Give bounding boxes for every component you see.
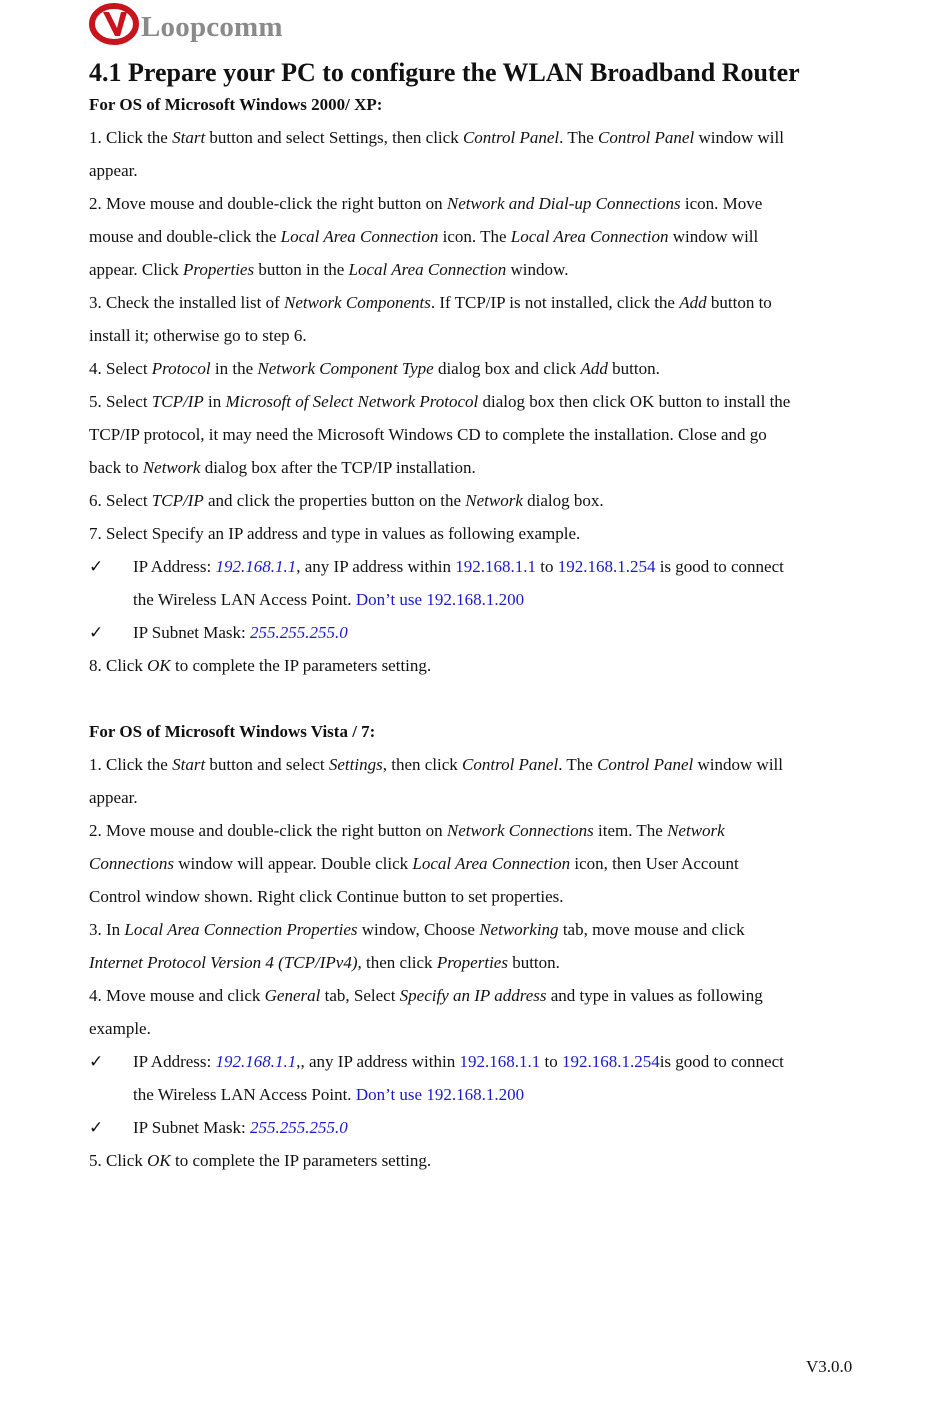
xp-step7: 7. Select Specify an IP address and type in values as following example. — [89, 524, 581, 543]
vista-step3-line1: 3. In Local Area Connection Properties window, Choose Networking tab, move mouse and click — [89, 920, 745, 939]
vista-step2-line3: Control window shown. Right click Continue button to set properties. — [89, 887, 564, 906]
xp-ip-address-line: ✓ IP Address: 192.168.1.1, any IP address within 192.168.1.1 to 192.168.1.254 is good to connect — [89, 550, 869, 583]
checkmark-icon: ✓ — [89, 557, 104, 576]
vista-ip-address-line: ✓ IP Address: 192.168.1.1,, any IP address within 192.168.1.1 to 192.168.1.254is good to connect — [89, 1045, 869, 1078]
vista-step2-line1: 2. Move mouse and double-click the right button on Network Connections item. The Network — [89, 821, 725, 840]
xp-subnet-mask-line: ✓ IP Subnet Mask: 255.255.255.0 — [89, 616, 869, 649]
version-label: V3.0.0 — [806, 1357, 853, 1376]
xp-step2-line3: appear. Click Properties button in the Local Area Connection window. — [89, 260, 569, 279]
vista-step4-line1: 4. Move mouse and click General tab, Select Specify an IP address and type in values as following — [89, 986, 763, 1005]
loopcomm-logo-icon — [89, 3, 139, 45]
vista-step4-line2: example. — [89, 1019, 151, 1038]
checkmark-icon: ✓ — [89, 1118, 104, 1137]
brand-name: Loopcomm — [141, 10, 283, 43]
vista-heading: For OS of Microsoft Windows Vista / 7: — [89, 722, 376, 741]
section-spacer — [89, 682, 869, 715]
loopcomm-logo — [89, 2, 283, 46]
vista-step3-line2: Internet Protocol Version 4 (TCP/IPv4), then click Properties button. — [89, 953, 560, 972]
xp-step2-line1: 2. Move mouse and double-click the right button on Network and Dial-up Connections icon. Move — [89, 194, 763, 213]
xp-ip-address-line2: the Wireless LAN Access Point. Don’t use 192.168.1.200 — [133, 590, 525, 609]
vista-step5: 5. Click OK to complete the IP parameters setting. — [89, 1151, 432, 1170]
xp-step1-line2: appear. — [89, 161, 138, 180]
vista-subnet-mask-line: ✓ IP Subnet Mask: 255.255.255.0 — [89, 1111, 869, 1144]
xp-step4: 4. Select Protocol in the Network Component Type dialog box and click Add button. — [89, 359, 660, 378]
vista-ip-address-line2: the Wireless LAN Access Point. Don’t use 192.168.1.200 — [133, 1085, 525, 1104]
checkmark-icon: ✓ — [89, 1052, 104, 1071]
xp-heading: For OS of Microsoft Windows 2000/ XP: — [89, 95, 383, 114]
vista-step2-line2: Connections window will appear. Double click Local Area Connection icon, then User Account — [89, 854, 739, 873]
xp-step3-line2: install it; otherwise go to step 6. — [89, 326, 307, 345]
checkmark-icon: ✓ — [89, 623, 104, 642]
xp-step3-line1: 3. Check the installed list of Network Components. If TCP/IP is not installed, click the Add button to — [89, 293, 772, 312]
xp-step2-line2: mouse and double-click the Local Area Connection icon. The Local Area Connection window will — [89, 227, 759, 246]
vista-step1-line2: appear. — [89, 788, 138, 807]
vista-step1-line1: 1. Click the Start button and select Settings, then click Control Panel. The Control Panel window will — [89, 755, 784, 774]
xp-step8: 8. Click OK to complete the IP parameters setting. — [89, 656, 432, 675]
section-title: 4.1 Prepare your PC to configure the WLAN Broadband Router — [89, 58, 800, 87]
xp-step5-line1: 5. Select TCP/IP in Microsoft of Select Network Protocol dialog box then click OK button to install the — [89, 392, 791, 411]
xp-step1-line1: 1. Click the Start button and select Settings, then click Control Panel. The Control Panel window will — [89, 128, 784, 147]
body-text — [89, 88, 869, 1177]
xp-step5-line2: TCP/IP protocol, it may need the Microsoft Windows CD to complete the installation. Close and go — [89, 425, 767, 444]
xp-step6: 6. Select TCP/IP and click the properties button on the Network dialog box. — [89, 491, 604, 510]
xp-step5-line3: back to Network dialog box after the TCP/IP installation. — [89, 458, 476, 477]
